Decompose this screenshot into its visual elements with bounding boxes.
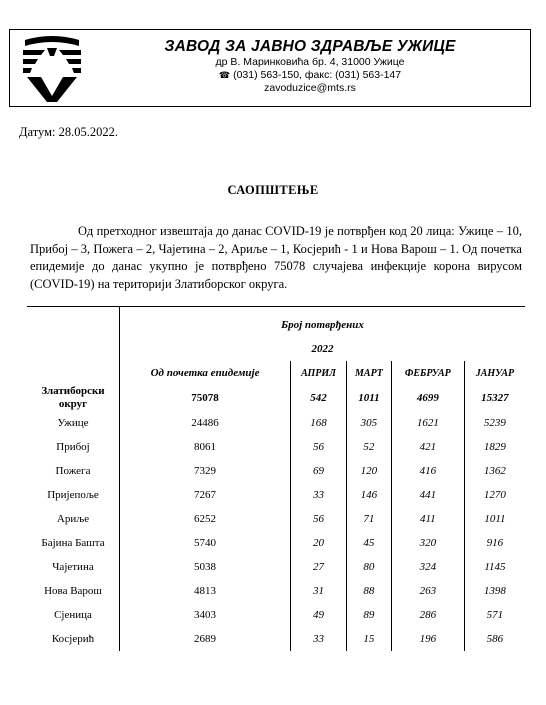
month-cell: 421	[391, 435, 464, 459]
announcement-paragraph: Од претходног извештаја до данас COVID-19 је потврђен код 20 лица: Ужице – 10, Прибој – 3, Пожега – 2, Чајетина – 2, Ариље – 1, Косјерић - 1 и Нова Варош – 1. Од почетка епидемије до данас укупно је потврђено 75078 случајева инфекције корона вирусом (COVID-19) на територији Златиборског округа.	[30, 224, 522, 291]
total-value: 542	[291, 385, 347, 411]
total-value: 15327	[464, 385, 525, 411]
month-cell: 916	[464, 531, 525, 555]
table-row	[27, 483, 525, 507]
municipality-name: Сјеница	[27, 603, 120, 627]
table-row	[27, 579, 525, 603]
cumulative-cell: 5038	[120, 555, 291, 579]
month-cell: 31	[291, 579, 347, 603]
table-row	[27, 435, 525, 459]
organization-email: zavoduzice@mts.rs	[264, 82, 356, 94]
month-header: ФЕБРУАР	[391, 361, 464, 385]
month-cell: 286	[391, 603, 464, 627]
year-header: 2022	[311, 343, 334, 355]
organization-address: др В. Маринковића бр. 4, 31000 Ужице	[215, 56, 405, 68]
municipality-name: Ужице	[27, 411, 120, 435]
municipality-name: Ариље	[27, 507, 120, 531]
document-title: САОПШТЕЊЕ	[227, 183, 319, 197]
blank-header-cell	[27, 361, 120, 385]
table-row	[27, 459, 525, 483]
month-cell: 27	[291, 555, 347, 579]
month-cell: 33	[291, 483, 347, 507]
table-row	[27, 411, 525, 435]
cumulative-cell: 5740	[120, 531, 291, 555]
month-cell: 1011	[464, 507, 525, 531]
cumulative-cell: 2689	[120, 627, 291, 651]
month-cell: 324	[391, 555, 464, 579]
cumulative-cell: 6252	[120, 507, 291, 531]
month-cell: 89	[347, 603, 392, 627]
cumulative-cell: 24486	[120, 411, 291, 435]
municipality-name: Нова Варош	[27, 579, 120, 603]
month-cell: 320	[391, 531, 464, 555]
month-header: МАРТ	[347, 361, 392, 385]
month-cell: 1362	[464, 459, 525, 483]
month-header: АПРИЛ	[291, 361, 347, 385]
month-cell: 120	[347, 459, 392, 483]
month-cell: 45	[347, 531, 392, 555]
table-row	[27, 507, 525, 531]
total-cumulative: 75078	[120, 385, 291, 411]
group-title: Број потврђених	[120, 307, 526, 338]
month-cell: 441	[391, 483, 464, 507]
table-row	[27, 531, 525, 555]
cases-table	[27, 306, 525, 651]
cumulative-cell: 3403	[120, 603, 291, 627]
month-cell: 5239	[464, 411, 525, 435]
cumulative-cell: 7329	[120, 459, 291, 483]
cumulative-header: Од почетка епидемије	[120, 361, 291, 385]
month-cell: 411	[391, 507, 464, 531]
month-cell: 49	[291, 603, 347, 627]
month-header: ЈАНУАР	[464, 361, 525, 385]
document-date: Датум: 28.05.2022.	[19, 125, 119, 139]
table-row	[27, 555, 525, 579]
month-cell: 20	[291, 531, 347, 555]
total-label: Златиборски округ	[27, 385, 120, 411]
month-cell: 196	[391, 627, 464, 651]
corner-cell	[27, 307, 120, 362]
month-cell: 1829	[464, 435, 525, 459]
month-cell: 33	[291, 627, 347, 651]
table-row	[27, 603, 525, 627]
organization-name: ЗАВОД ЗА ЈАВНО ЗДРАВЉЕ УЖИЦЕ	[164, 38, 456, 55]
month-cell: 88	[347, 579, 392, 603]
month-cell: 1145	[464, 555, 525, 579]
municipality-name: Пожега	[27, 459, 120, 483]
month-cell: 1270	[464, 483, 525, 507]
month-cell: 69	[291, 459, 347, 483]
month-cell: 80	[347, 555, 392, 579]
month-cell: 71	[347, 507, 392, 531]
total-value: 4699	[391, 385, 464, 411]
total-value: 1011	[347, 385, 392, 411]
month-cell: 1398	[464, 579, 525, 603]
phone-icon: ☎	[218, 70, 231, 80]
letterhead	[9, 29, 531, 107]
municipality-name: Чајетина	[27, 555, 120, 579]
month-cell: 52	[347, 435, 392, 459]
municipality-name: Косјерић	[27, 627, 120, 651]
municipality-name: Прибој	[27, 435, 120, 459]
phone-numbers: (031) 563-150, факс: (031) 563-147	[233, 69, 402, 81]
month-cell: 15	[347, 627, 392, 651]
cumulative-cell: 7267	[120, 483, 291, 507]
cumulative-cell: 4813	[120, 579, 291, 603]
municipality-name: Пријепоље	[27, 483, 120, 507]
month-cell: 56	[291, 435, 347, 459]
month-cell: 1621	[391, 411, 464, 435]
cumulative-cell: 8061	[120, 435, 291, 459]
institute-logo	[21, 34, 83, 104]
municipality-name: Бајина Башта	[27, 531, 120, 555]
table-row	[27, 627, 525, 651]
organization-info	[90, 38, 530, 95]
month-cell: 263	[391, 579, 464, 603]
month-cell: 56	[291, 507, 347, 531]
month-cell: 168	[291, 411, 347, 435]
total-row	[27, 385, 525, 411]
month-cell: 305	[347, 411, 392, 435]
month-cell: 146	[347, 483, 392, 507]
month-cell: 416	[391, 459, 464, 483]
month-cell: 586	[464, 627, 525, 651]
organization-phone	[90, 69, 530, 82]
month-cell: 571	[464, 603, 525, 627]
